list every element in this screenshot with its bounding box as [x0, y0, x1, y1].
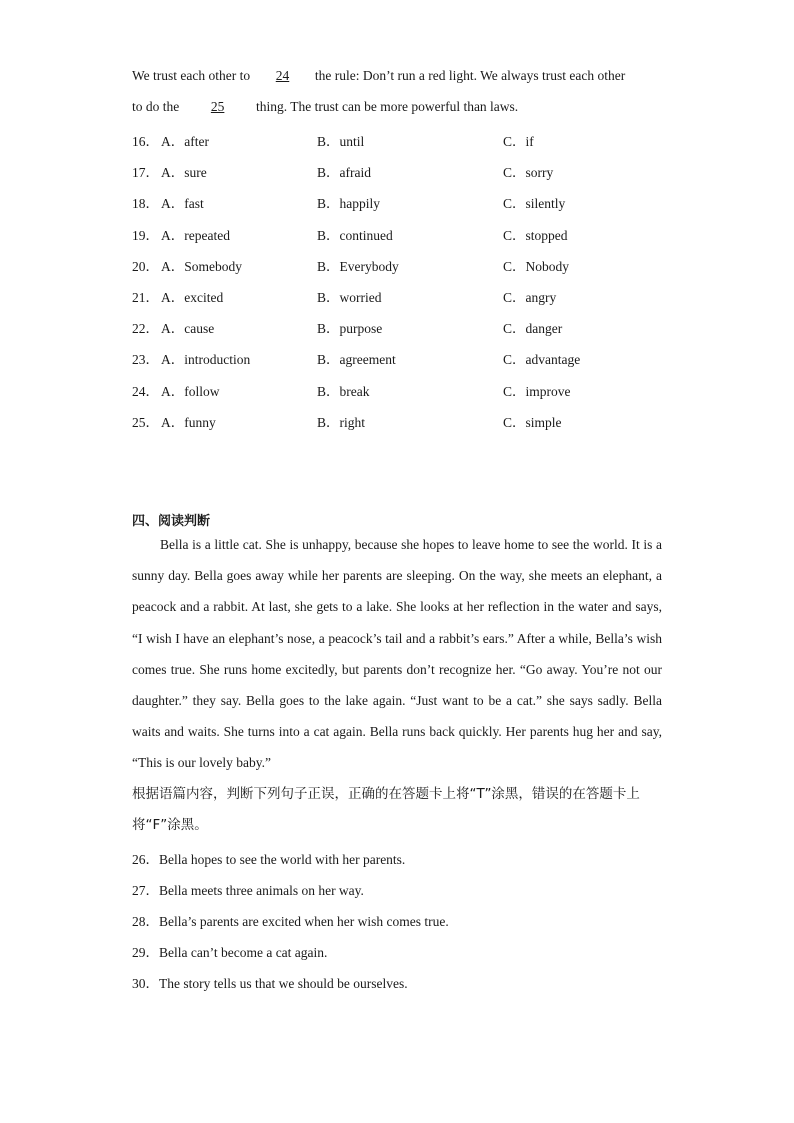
blank-24: 24	[275, 68, 290, 83]
question-number: 21．	[132, 290, 159, 305]
reading-passage: Bella is a little cat. She is unhappy, because she hopes to leave home to see the world. It is a sunny day. Bella goes away while her parents are sleeping. On the way, she meets an elephant, a peacock and a rabbit. At last, she gets to a lake. She looks at her reflection in the water and says, “I wish I have an elephant’s nose, a peacock’s tail and a rabbit’s ears.” After a while, Bella’s wish comes true. She runs home excitedly, but parents don’t recognize her. “Go away. You’re not our daughter.” they say. Bella goes to the lake again. “Just want to be a cat.” she says sadly. Bella waits and waits. She turns into a cat again. Bella runs back quickly. Her parents hug her and say, “This is our lovely baby.”	[132, 537, 662, 771]
section-title: 四、阅读判断	[132, 514, 211, 529]
option-b: B．agreement	[317, 352, 396, 368]
statement-27: 27．Bella meets three animals on her way.	[132, 883, 364, 898]
passage-text: to do the	[132, 99, 183, 114]
option-b: B．worried	[317, 290, 382, 305]
option-c: C．sorry	[503, 165, 554, 181]
question-number: 16．	[132, 134, 159, 149]
option-c: C．simple	[503, 414, 562, 430]
passage-text: the rule: Don’t run a red light. We always trust each other	[311, 68, 626, 83]
option-c: C．danger	[503, 321, 563, 337]
option-b: B．right	[317, 414, 366, 430]
option-a: A．cause	[161, 321, 215, 337]
question-row	[132, 348, 672, 368]
question-row	[132, 255, 672, 275]
option-a: A．repeated	[161, 227, 230, 243]
option-b: B．break	[317, 383, 370, 399]
instruction-text: 根据语篇内容，判断下列句子正误，正确的在答题卡上将“T”涂黑，错误的在答题卡上将“F”涂黑。	[132, 786, 640, 833]
option-a: A．funny	[161, 414, 216, 430]
option-b: B．afraid	[317, 165, 371, 181]
statement-30: 30．The story tells us that we should be ourselves.	[132, 976, 408, 991]
passage-line-2	[132, 99, 518, 115]
option-b: B．continued	[317, 227, 393, 243]
option-c: C．improve	[503, 383, 571, 399]
blank-25: 25	[210, 99, 225, 114]
option-a: A．introduction	[161, 352, 251, 368]
option-a: A．follow	[161, 383, 220, 399]
option-b: B．until	[317, 134, 365, 149]
passage-line-1	[132, 68, 625, 84]
question-row	[132, 224, 672, 244]
question-row	[132, 411, 672, 431]
question-row	[132, 161, 672, 181]
option-a: A．after	[161, 134, 209, 149]
question-row	[132, 192, 672, 212]
option-b: B．happily	[317, 196, 380, 212]
passage-text: thing. The trust can be more powerful than laws.	[252, 99, 519, 114]
question-number: 23．	[132, 352, 159, 368]
question-number: 17．	[132, 165, 159, 181]
option-a: A．fast	[161, 196, 204, 212]
option-c: C．stopped	[503, 227, 568, 243]
question-number: 19．	[132, 227, 159, 243]
option-a: A．sure	[161, 165, 207, 181]
question-row	[132, 317, 672, 337]
option-b: B．purpose	[317, 321, 383, 337]
option-c: C．silently	[503, 196, 566, 212]
option-a: A．excited	[161, 290, 224, 305]
option-a: A．Somebody	[161, 258, 242, 274]
statement-26: 26．Bella hopes to see the world with her parents.	[132, 852, 406, 867]
passage-text: We trust each other to	[132, 68, 254, 83]
question-number: 24．	[132, 383, 159, 399]
statement-29: 29．Bella can’t become a cat again.	[132, 945, 328, 960]
option-c: C．angry	[503, 290, 557, 305]
question-row	[132, 286, 672, 306]
statement-28: 28．Bella’s parents are excited when her wish comes true.	[132, 914, 449, 929]
question-row	[132, 130, 672, 150]
question-number: 22．	[132, 321, 159, 337]
option-c: C．Nobody	[503, 258, 570, 274]
question-number: 20．	[132, 258, 159, 274]
question-number: 25．	[132, 414, 159, 430]
question-row	[132, 380, 672, 400]
option-c: C．if	[503, 134, 534, 149]
option-b: B．Everybody	[317, 258, 399, 274]
question-number: 18．	[132, 196, 159, 212]
option-c: C．advantage	[503, 352, 581, 368]
